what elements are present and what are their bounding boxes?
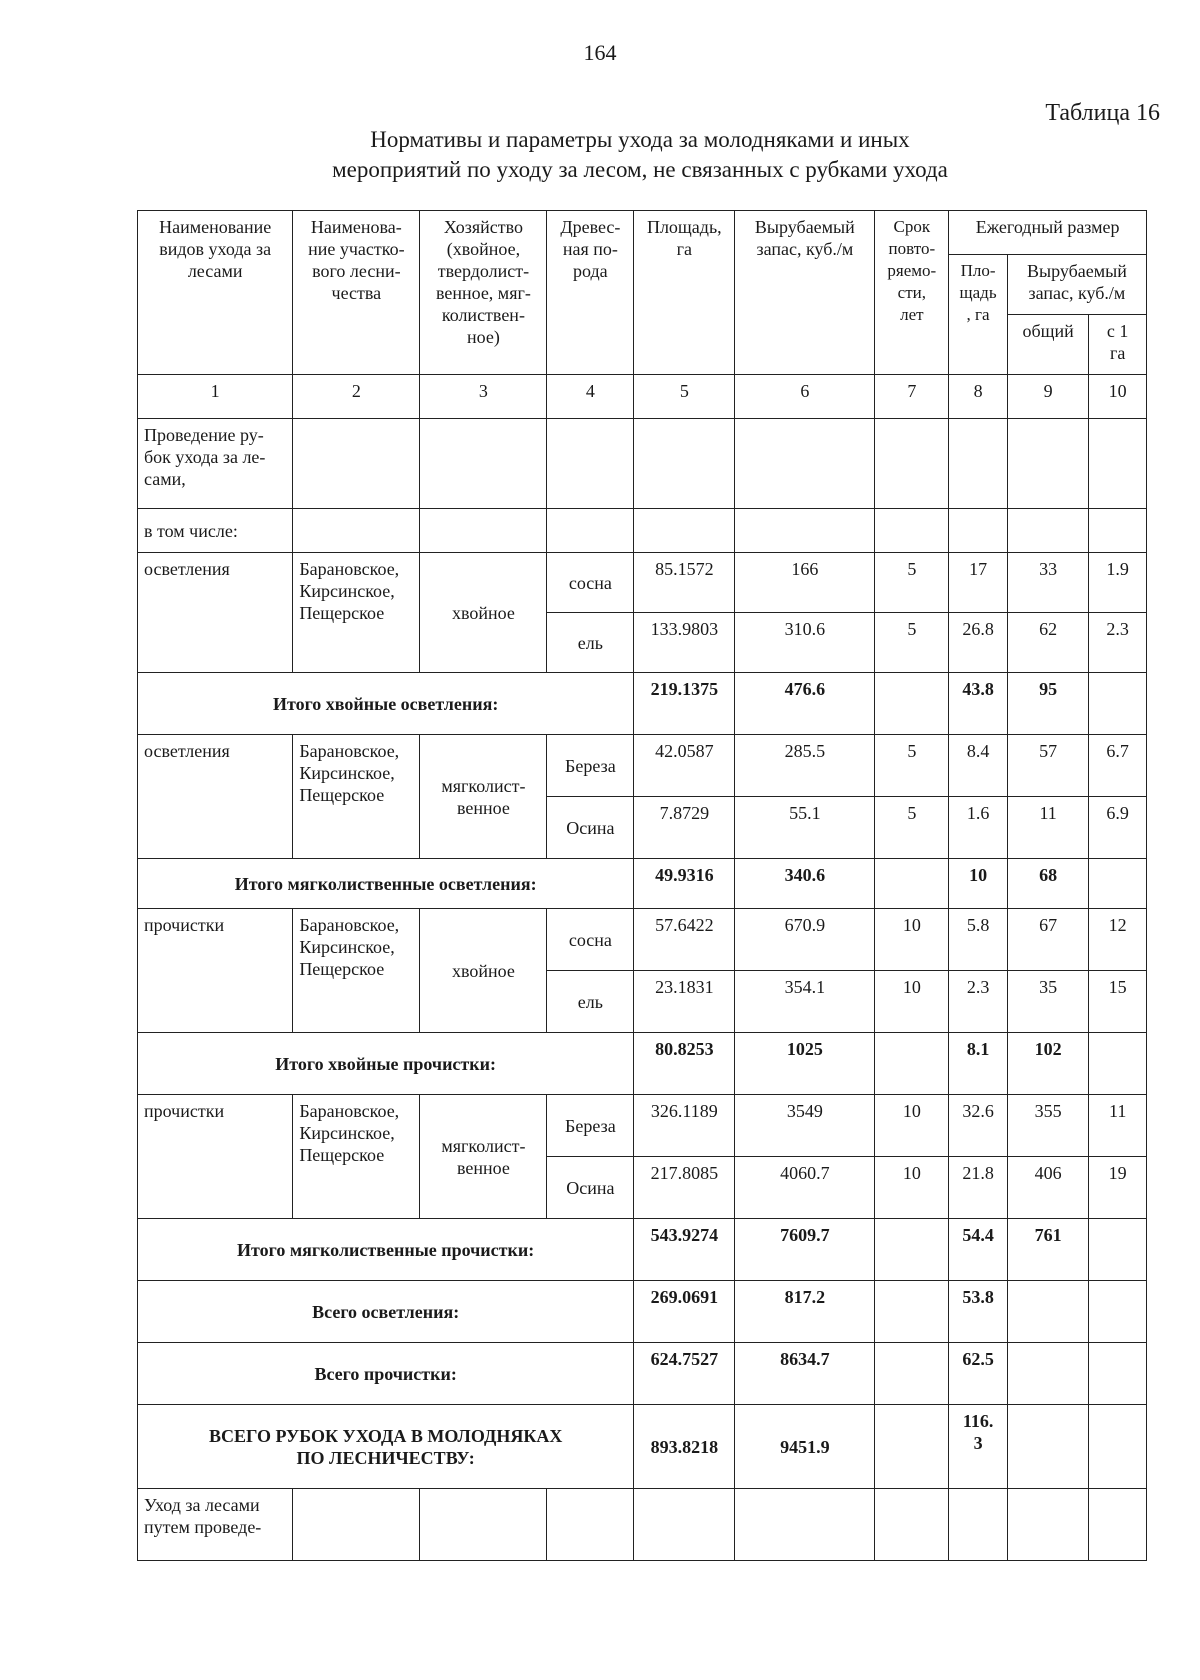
annual-total: 35 (1007, 971, 1088, 1033)
period: 10 (875, 909, 949, 971)
volume: 166 (735, 553, 875, 613)
species: ель (547, 613, 634, 673)
area: 42.0587 (634, 735, 735, 797)
col-number: 7 (875, 375, 949, 419)
subtotal-area: 49.9316 (634, 859, 735, 909)
area: 23.1831 (634, 971, 735, 1033)
annual-area: 32.6 (949, 1095, 1008, 1157)
subtotal-area: 219.1375 (634, 673, 735, 735)
title-line-2: мероприятий по уходу за лесом, не связанных с рубками ухода (332, 157, 948, 182)
annual-area: 26.8 (949, 613, 1008, 673)
header-period: Срок повто- ряемо- сти, лет (875, 211, 949, 375)
grand-total-volume: 9451.9 (735, 1405, 875, 1489)
species: Береза (547, 1095, 634, 1157)
volume: 55.1 (735, 797, 875, 859)
area: 57.6422 (634, 909, 735, 971)
area: 326.1189 (634, 1095, 735, 1157)
volume: 310.6 (735, 613, 875, 673)
annual-total: 57 (1007, 735, 1088, 797)
annual-area: 17 (949, 553, 1008, 613)
subtotal-annual-total: 761 (1007, 1219, 1088, 1281)
per-ha: 12 (1089, 909, 1147, 971)
subtotal-volume: 7609.7 (735, 1219, 875, 1281)
per-ha: 6.9 (1089, 797, 1147, 859)
volume: 285.5 (735, 735, 875, 797)
subtotal-annual-area: 10 (949, 859, 1008, 909)
annual-area: 21.8 (949, 1157, 1008, 1219)
annual-total: 33 (1007, 553, 1088, 613)
area: 7.8729 (634, 797, 735, 859)
species: сосна (547, 553, 634, 613)
col-number: 6 (735, 375, 875, 419)
subtotal-volume: 1025 (735, 1033, 875, 1095)
annual-area: 8.4 (949, 735, 1008, 797)
col-number: 3 (420, 375, 547, 419)
page-number: 164 (583, 40, 617, 65)
subtotal-annual-total: 102 (1007, 1033, 1088, 1095)
per-ha: 2.3 (1089, 613, 1147, 673)
grand-total-annual-area: 116. 3 (949, 1405, 1008, 1489)
header-annual-area: Пло- щадь , га (949, 255, 1008, 375)
col-number: 4 (547, 375, 634, 419)
period: 10 (875, 971, 949, 1033)
intro-label: Проведение ру- бок ухода за ле- сами, (138, 419, 293, 509)
title-line-1: Нормативы и параметры ухода за молодняками и иных (370, 127, 910, 152)
period: 5 (875, 553, 949, 613)
subtotal-area: 80.8253 (634, 1033, 735, 1095)
per-ha: 6.7 (1089, 735, 1147, 797)
care-type: прочистки (138, 909, 293, 1033)
annual-area: 1.6 (949, 797, 1008, 859)
subtotal-annual-area: 8.1 (949, 1033, 1008, 1095)
including-label: в том числе: (138, 509, 293, 553)
per-ha: 1.9 (1089, 553, 1147, 613)
table-caption: Таблица 16 (1045, 100, 1160, 126)
forestry-names: Барановское, Кирсинское, Пещерское (293, 909, 420, 1033)
volume: 3549 (735, 1095, 875, 1157)
header-area: Площадь, га (634, 211, 735, 375)
volume: 4060.7 (735, 1157, 875, 1219)
subtotal-label: Итого хвойные прочистки: (138, 1033, 634, 1095)
forest-care-table (137, 210, 1147, 1561)
subtotal-label: Итого мягколиственные прочистки: (138, 1219, 634, 1281)
species: ель (547, 971, 634, 1033)
subtotal-volume: 476.6 (735, 673, 875, 735)
header-annual-volume: Вырубаемый запас, куб./м (1007, 255, 1146, 315)
species: сосна (547, 909, 634, 971)
annual-area: 2.3 (949, 971, 1008, 1033)
header-volume: Вырубаемый запас, куб./м (735, 211, 875, 375)
period: 5 (875, 735, 949, 797)
annual-total: 11 (1007, 797, 1088, 859)
col-number: 1 (138, 375, 293, 419)
total-cleaning-volume: 8634.7 (735, 1343, 875, 1405)
total-clearing-label: Всего осветления: (138, 1281, 634, 1343)
header-forestry: Наименова- ние участко- вого лесни- чества (293, 211, 420, 375)
forestry-names: Барановское, Кирсинское, Пещерское (293, 735, 420, 859)
per-ha: 15 (1089, 971, 1147, 1033)
header-species: Древес- ная по- рода (547, 211, 634, 375)
forestry-names: Барановское, Кирсинское, Пещерское (293, 1095, 420, 1219)
total-cleaning-area: 624.7527 (634, 1343, 735, 1405)
care-type: прочистки (138, 1095, 293, 1219)
col-number: 8 (949, 375, 1008, 419)
subtotal-area: 543.9274 (634, 1219, 735, 1281)
last-row-label: Уход за лесами путем проведе- (138, 1489, 293, 1561)
header-care-type: Наименование видов ухода за лесами (138, 211, 293, 375)
header-annual-total: общий (1007, 315, 1088, 375)
header-per-ha: с 1 га (1089, 315, 1147, 375)
species: Береза (547, 735, 634, 797)
annual-area: 5.8 (949, 909, 1008, 971)
subtotal-label: Итого хвойные осветления: (138, 673, 634, 735)
economy-type: хвойное (420, 909, 547, 1033)
species: Осина (547, 1157, 634, 1219)
grand-total-label: ВСЕГО РУБОК УХОДА В МОЛОДНЯКАХ ПО ЛЕСНИЧЕСТВУ: (138, 1405, 634, 1489)
document-title (290, 125, 990, 185)
area: 217.8085 (634, 1157, 735, 1219)
col-number: 2 (293, 375, 420, 419)
subtotal-annual-area: 54.4 (949, 1219, 1008, 1281)
economy-type: мягколист- венное (420, 735, 547, 859)
volume: 670.9 (735, 909, 875, 971)
annual-total: 62 (1007, 613, 1088, 673)
period: 10 (875, 1157, 949, 1219)
subtotal-volume: 340.6 (735, 859, 875, 909)
header-annual: Ежегодный размер (949, 211, 1147, 255)
total-cleaning-label: Всего прочистки: (138, 1343, 634, 1405)
per-ha: 11 (1089, 1095, 1147, 1157)
grand-total-area: 893.8218 (634, 1405, 735, 1489)
area: 133.9803 (634, 613, 735, 673)
care-type: осветления (138, 735, 293, 859)
area: 85.1572 (634, 553, 735, 613)
period: 10 (875, 1095, 949, 1157)
subtotal-label: Итого мягколиственные осветления: (138, 859, 634, 909)
care-type: осветления (138, 553, 293, 673)
total-cleaning-annual-area: 62.5 (949, 1343, 1008, 1405)
annual-total: 67 (1007, 909, 1088, 971)
volume: 354.1 (735, 971, 875, 1033)
subtotal-annual-total: 68 (1007, 859, 1088, 909)
col-number: 9 (1007, 375, 1088, 419)
annual-total: 406 (1007, 1157, 1088, 1219)
header-economy: Хозяйство (хвойное, твердолист- венное, мяг- колиствен- ное) (420, 211, 547, 375)
col-number: 5 (634, 375, 735, 419)
period: 5 (875, 797, 949, 859)
forestry-names: Барановское, Кирсинское, Пещерское (293, 553, 420, 673)
economy-type: мягколист- венное (420, 1095, 547, 1219)
economy-type: хвойное (420, 553, 547, 673)
total-clearing-area: 269.0691 (634, 1281, 735, 1343)
total-clearing-volume: 817.2 (735, 1281, 875, 1343)
per-ha: 19 (1089, 1157, 1147, 1219)
period: 5 (875, 613, 949, 673)
subtotal-annual-area: 43.8 (949, 673, 1008, 735)
col-number: 10 (1089, 375, 1147, 419)
total-clearing-annual-area: 53.8 (949, 1281, 1008, 1343)
species: Осина (547, 797, 634, 859)
subtotal-annual-total: 95 (1007, 673, 1088, 735)
annual-total: 355 (1007, 1095, 1088, 1157)
